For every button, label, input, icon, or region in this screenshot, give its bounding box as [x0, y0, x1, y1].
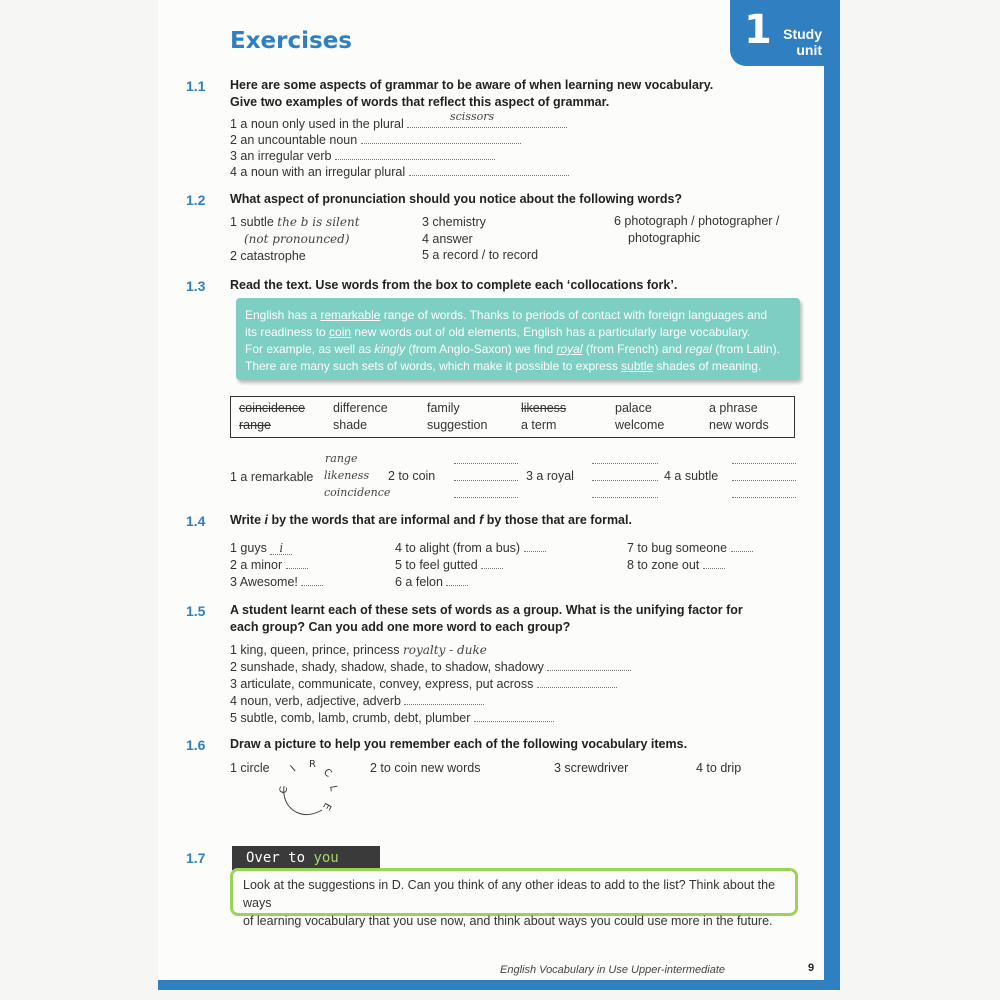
instruction-line: Give two examples of words that reflect this aspect of grammar.	[230, 95, 610, 109]
collocation-fork: 4 a subtle	[664, 469, 719, 483]
text-run: There are many such sets of words, which make it possible to express	[245, 359, 622, 373]
word-box-item: difference	[333, 401, 388, 415]
text-run: (from French) and	[582, 342, 686, 356]
list-item	[230, 676, 617, 692]
collocation-fork: 3 a royal	[526, 469, 574, 483]
underlined-word: remarkable	[320, 308, 381, 322]
list-item	[230, 132, 521, 148]
unit-label	[774, 26, 822, 58]
list-item	[230, 557, 308, 573]
list-item	[395, 540, 546, 556]
exercise-number: 1.5	[186, 603, 206, 619]
answer-blank[interactable]	[731, 540, 753, 552]
instruction-line: Here are some aspects of grammar to be aware of when learning new vocabulary.	[230, 78, 714, 92]
label-text-highlight: you	[313, 850, 339, 866]
box-text-line: Look at the suggestions in D. Can you think of any other ideas to add to the list? Think about the ways	[243, 878, 776, 910]
word-box-item: shade	[333, 418, 368, 432]
word-box-item: new words	[709, 418, 769, 432]
unit-tab	[730, 0, 840, 66]
unit-number: 1	[744, 7, 772, 53]
underlined-word: coin	[329, 325, 352, 339]
word-box-item: likeness	[521, 401, 567, 415]
text-run: by those that are formal.	[483, 513, 632, 527]
handwritten-answer: scissors	[450, 110, 495, 123]
word-box-item: welcome	[615, 418, 665, 432]
exercise-number: 1.6	[186, 737, 206, 753]
item-text: 2 a minor	[230, 558, 283, 572]
text-run: new words out of old elements, English has a particularly large vocabulary.	[351, 325, 751, 339]
text-line	[245, 324, 790, 341]
text-run: Write	[230, 513, 265, 527]
exercise-number: 1.3	[186, 278, 206, 294]
over-to-you-label	[232, 846, 380, 870]
answer-blank[interactable]	[481, 557, 503, 569]
item-text: 1 king, queen, prince, princess	[230, 643, 400, 657]
handwritten-answer: royalty - duke	[403, 643, 487, 657]
handwritten-answer: (not pronounced)	[244, 232, 350, 246]
circle-letter: I	[288, 763, 299, 775]
text-run: by the words that are informal and	[267, 513, 480, 527]
answer-blank[interactable]	[592, 469, 658, 481]
answer-blank[interactable]	[732, 486, 796, 498]
box-text-line: of learning vocabulary that you use now, and think about ways you could use more in the future.	[243, 914, 773, 928]
label-text: Over	[246, 850, 289, 866]
circle-drawing	[276, 756, 340, 818]
underlined-word: royal	[556, 342, 583, 356]
word-box-item: a phrase	[709, 401, 758, 415]
item-text: 4 to alight (from a bus)	[395, 541, 521, 555]
answer-blank[interactable]	[446, 574, 468, 586]
item-text: 4 a noun with an irregular plural	[230, 165, 406, 179]
workbook-page	[158, 0, 840, 990]
exercise-instruction	[230, 602, 790, 636]
answer-blank[interactable]: i	[270, 543, 292, 555]
label-text: to	[288, 850, 314, 866]
item-text: 5 subtle, comb, lamb, crumb, debt, plumber	[230, 711, 471, 725]
list-item	[230, 574, 323, 590]
list-item	[230, 642, 487, 658]
list-item	[230, 710, 554, 726]
list-item	[230, 214, 360, 230]
word-box-item: palace	[615, 401, 652, 415]
text-run: English has a	[245, 308, 321, 322]
answer-blank[interactable]	[732, 452, 796, 464]
handwritten-answer: the b is silent	[277, 215, 360, 229]
page-number: 9	[808, 962, 815, 974]
italic-letter: i	[264, 513, 268, 527]
text-run: its readiness to	[245, 325, 330, 339]
item-text: 7 to bug someone	[627, 541, 728, 555]
answer-blank[interactable]	[301, 574, 323, 586]
word-box-item: coincidence	[239, 401, 306, 415]
list-item: 6 photograph / photographer /	[614, 214, 780, 228]
bottom-edge-bar	[158, 980, 840, 990]
item-text: 2 an uncountable noun	[230, 133, 358, 147]
list-item	[395, 574, 468, 590]
text-run: For example, as well as	[245, 342, 375, 356]
answer-blank[interactable]	[454, 452, 518, 464]
text-run: (from Latin).	[711, 342, 780, 356]
circle-letter: C	[321, 766, 334, 780]
text-run: shades of meaning.	[653, 359, 762, 373]
italic-letter: f	[479, 513, 484, 527]
list-item: photographic	[628, 231, 701, 245]
list-item: 2 to coin new words	[370, 761, 481, 775]
list-item: 3 screwdriver	[554, 761, 629, 775]
exercise-instruction	[230, 77, 790, 111]
item-text: 8 to zone out	[627, 558, 700, 572]
answer-blank[interactable]	[524, 540, 546, 552]
handwritten-answer: coincidence	[324, 486, 391, 499]
book-title-footer: English Vocabulary in Use Upper-intermediate	[500, 964, 726, 976]
text-run: (from Anglo-Saxon) we find	[405, 342, 557, 356]
italic-word: regal	[685, 342, 712, 356]
answer-blank[interactable]	[537, 676, 617, 688]
item-text: 5 to feel gutted	[395, 558, 478, 572]
word-box-item: a term	[521, 418, 557, 432]
list-item: 1 circle	[230, 761, 270, 775]
answer-blank[interactable]	[474, 710, 554, 722]
list-item	[395, 557, 503, 573]
collocation-fork: 2 to coin	[388, 469, 436, 483]
unit-label-study: Study	[783, 26, 822, 42]
list-item	[230, 693, 484, 709]
list-item: 5 a record / to record	[422, 248, 539, 262]
item-text: 1 a noun only used in the plural	[230, 117, 404, 131]
answer-blank[interactable]	[335, 148, 495, 160]
answer-blank[interactable]	[454, 486, 518, 498]
exercise-instruction: Draw a picture to help you remember each of the following vocabulary items.	[230, 737, 688, 751]
instruction-line: each group? Can you add one more word to each group?	[230, 620, 571, 634]
list-item	[627, 540, 753, 556]
circle-letter: C	[278, 785, 291, 795]
list-item: 4 answer	[422, 232, 473, 246]
word-box-item: family	[427, 401, 460, 415]
item-text: 3 articulate, communicate, convey, express, put across	[230, 677, 534, 691]
over-to-you-box	[230, 868, 798, 928]
item-text: 1 guys	[230, 541, 267, 555]
circle-letter: E	[320, 800, 333, 812]
exercise-number: 1.4	[186, 513, 206, 529]
answer-blank[interactable]	[404, 693, 484, 705]
exercise-instruction: What aspect of pronunciation should you notice about the following words?	[230, 192, 683, 206]
list-item	[230, 164, 569, 180]
list-item	[627, 557, 725, 573]
exercise-number: 1.2	[186, 192, 206, 208]
list-item	[230, 659, 631, 675]
underlined-word: subtle	[621, 359, 654, 373]
list-item: 3 chemistry	[422, 215, 486, 229]
text-line	[245, 341, 790, 358]
word-box-item: range	[239, 418, 271, 432]
answer-blank[interactable]	[409, 164, 569, 176]
item-text: 4 noun, verb, adjective, adverb	[230, 694, 401, 708]
item-text: 6 a felon	[395, 575, 443, 589]
unit-label-unit: unit	[796, 42, 822, 58]
answer-blank[interactable]	[592, 486, 658, 498]
answer-blank[interactable]	[732, 469, 796, 481]
list-item: 4 to drip	[696, 761, 742, 775]
list-item	[230, 540, 292, 556]
word-box	[230, 396, 795, 438]
italic-word: kingly	[374, 342, 406, 356]
instruction-line: A student learnt each of these sets of words as a group. What is the unifying factor for	[230, 603, 743, 617]
item-text: 3 Awesome!	[230, 575, 298, 589]
page-title: Exercises	[230, 28, 352, 54]
handwritten-answer: likeness	[324, 469, 370, 482]
reading-text-box	[236, 298, 800, 380]
text-run: range of words. Thanks to periods of contact with foreign languages and	[380, 308, 768, 322]
word-box-item: suggestion	[427, 418, 488, 432]
text-line	[245, 307, 790, 324]
handwritten-answer: range	[325, 452, 358, 465]
circle-letter: L	[327, 784, 339, 793]
exercise-instruction	[230, 512, 790, 529]
item-text: 2 sunshade, shady, shadow, shade, to shadow, shadowy	[230, 660, 544, 674]
exercise-number: 1.1	[186, 78, 206, 94]
right-edge-bar	[824, 0, 840, 990]
list-item	[230, 148, 495, 164]
item-text: 1 subtle	[230, 215, 274, 229]
answer-blank[interactable]	[361, 132, 521, 144]
answer-blank[interactable]	[454, 469, 518, 481]
answer-blank[interactable]	[703, 557, 725, 569]
exercise-number: 1.7	[186, 850, 206, 866]
item-text: 3 an irregular verb	[230, 149, 332, 163]
exercise-instruction: Read the text. Use words from the box to complete each ‘collocations fork’.	[230, 278, 678, 292]
text-line	[245, 358, 790, 375]
answer-blank[interactable]	[547, 659, 631, 671]
circle-letter: R	[309, 759, 316, 770]
answer-blank[interactable]	[286, 557, 308, 569]
answer-blank[interactable]	[592, 452, 658, 464]
list-item	[230, 116, 567, 132]
list-item: 2 catastrophe	[230, 249, 306, 263]
collocation-fork: 1 a remarkable	[230, 470, 314, 484]
